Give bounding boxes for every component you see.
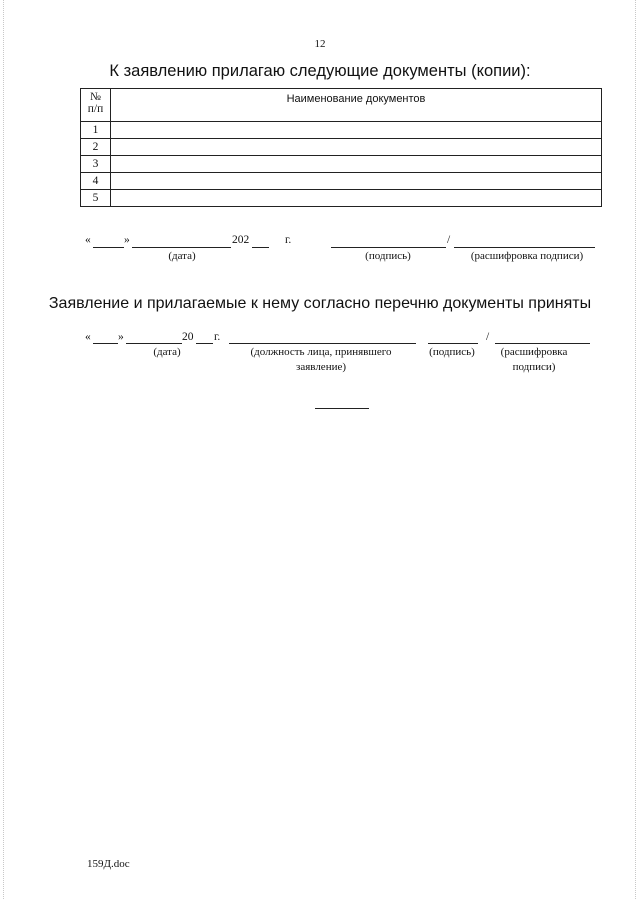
date-year-suffix: г. <box>285 234 292 246</box>
table-row <box>81 122 602 139</box>
date-year: 202 <box>232 234 250 246</box>
end-of-document-rule <box>315 408 369 409</box>
document-name-cell[interactable] <box>111 190 602 207</box>
row-number: 4 <box>81 173 111 190</box>
page-number: 12 <box>314 38 326 50</box>
accept-date-year: 20 <box>182 331 194 343</box>
signature-decoding-field[interactable] <box>454 247 595 248</box>
accept-date-day-field[interactable] <box>93 343 118 344</box>
column-header-document-name: Наименование документов <box>111 89 602 122</box>
signature-decoding-label: (расшифровка подписи) <box>470 250 584 262</box>
table-row <box>81 156 602 173</box>
document-name-cell[interactable] <box>111 122 602 139</box>
date-year-field[interactable] <box>252 247 269 248</box>
accept-date-label: (дата) <box>153 346 181 358</box>
date-day-field[interactable] <box>93 247 124 248</box>
document-name-cell[interactable] <box>111 173 602 190</box>
date-month-field[interactable] <box>132 247 231 248</box>
signature-field[interactable] <box>331 247 446 248</box>
documents-table <box>80 88 602 207</box>
acceptance-heading: Заявление и прилагаемые к нему согласно перечню документы приняты <box>48 295 592 312</box>
accept-signature-label: (подпись) <box>429 346 475 358</box>
row-number: 2 <box>81 139 111 156</box>
footer-filename: 159Д.doc <box>87 858 130 870</box>
accept-date-month-field[interactable] <box>126 343 182 344</box>
position-label: (должность лица, принявшего заявление) <box>250 346 392 373</box>
accept-date-quote-close: » <box>118 331 124 343</box>
page-edge-left <box>3 0 4 899</box>
column-header-number-sign: № <box>90 91 101 103</box>
page-edge-right <box>635 0 636 899</box>
column-header-number-abbr: п/п <box>87 103 104 115</box>
accept-signature-slash: / <box>486 331 490 343</box>
accept-signature-decoding-field[interactable] <box>495 343 590 344</box>
table-row <box>81 139 602 156</box>
signature-label: (подпись) <box>365 250 411 262</box>
accept-date-year-field[interactable] <box>196 343 213 344</box>
accept-date-quote-open: « <box>85 331 91 343</box>
accept-date-year-suffix: г. <box>214 331 221 343</box>
date-quote-close: » <box>124 234 130 246</box>
table-header-row <box>81 89 602 122</box>
date-quote-open: « <box>85 234 91 246</box>
document-name-cell[interactable] <box>111 139 602 156</box>
document-name-cell[interactable] <box>111 156 602 173</box>
table-row <box>81 190 602 207</box>
signature-slash: / <box>447 234 451 246</box>
column-header-number <box>81 89 111 122</box>
row-number: 3 <box>81 156 111 173</box>
accept-signature-decoding-label: (расшифровка подписи) <box>500 346 568 373</box>
attachments-heading: К заявлению прилагаю следующие документы (копии): <box>109 62 531 80</box>
position-field[interactable] <box>229 343 416 344</box>
accept-signature-field[interactable] <box>428 343 478 344</box>
row-number: 1 <box>81 122 111 139</box>
row-number: 5 <box>81 190 111 207</box>
date-label: (дата) <box>168 250 196 262</box>
table-row <box>81 173 602 190</box>
